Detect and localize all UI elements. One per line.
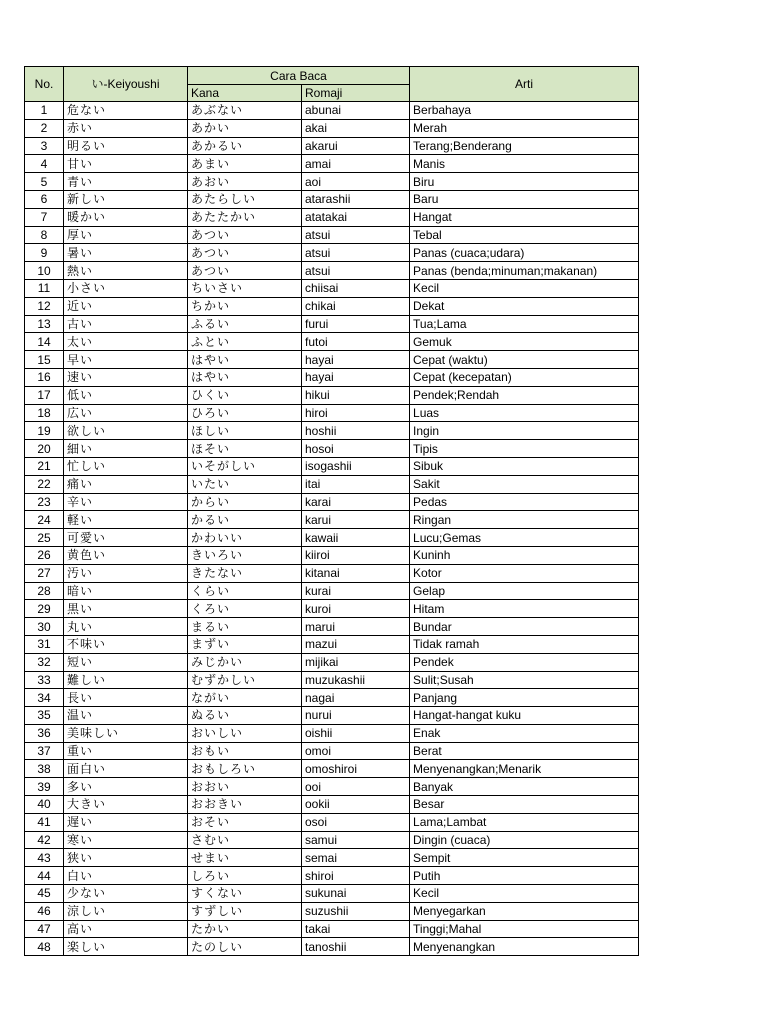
- table-header: [25, 67, 639, 102]
- cell-arti: Sibuk: [410, 457, 639, 475]
- table-row: [25, 724, 639, 742]
- cell-arti: Terang;Benderang: [410, 137, 639, 155]
- cell-no: 10: [25, 262, 64, 280]
- cell-adjective: 可愛い: [64, 529, 188, 547]
- table-row: [25, 315, 639, 333]
- cell-arti: Bundar: [410, 618, 639, 636]
- cell-kana: おそい: [188, 813, 302, 831]
- cell-no: 48: [25, 938, 64, 956]
- cell-romaji: sukunai: [302, 885, 410, 903]
- cell-no: 43: [25, 849, 64, 867]
- cell-arti: Pedas: [410, 493, 639, 511]
- table-row: [25, 404, 639, 422]
- table-row: [25, 333, 639, 351]
- cell-no: 27: [25, 564, 64, 582]
- cell-adjective: 細い: [64, 440, 188, 458]
- cell-no: 44: [25, 867, 64, 885]
- cell-no: 22: [25, 475, 64, 493]
- cell-arti: Tebal: [410, 226, 639, 244]
- cell-kana: むずかしい: [188, 671, 302, 689]
- cell-romaji: nurui: [302, 707, 410, 725]
- header-romaji: Romaji: [302, 85, 410, 102]
- cell-arti: Enak: [410, 724, 639, 742]
- cell-romaji: marui: [302, 618, 410, 636]
- cell-no: 46: [25, 902, 64, 920]
- cell-adjective: 面白い: [64, 760, 188, 778]
- cell-adjective: 古い: [64, 315, 188, 333]
- header-no: No.: [25, 67, 64, 102]
- cell-no: 41: [25, 813, 64, 831]
- cell-no: 42: [25, 831, 64, 849]
- cell-romaji: omoi: [302, 742, 410, 760]
- cell-romaji: mazui: [302, 635, 410, 653]
- cell-arti: Dekat: [410, 297, 639, 315]
- cell-no: 5: [25, 173, 64, 191]
- cell-romaji: isogashii: [302, 457, 410, 475]
- cell-adjective: 寒い: [64, 831, 188, 849]
- table-row: [25, 778, 639, 796]
- cell-no: 32: [25, 653, 64, 671]
- cell-no: 15: [25, 351, 64, 369]
- header-kana: Kana: [188, 85, 302, 102]
- cell-arti: Banyak: [410, 778, 639, 796]
- cell-arti: Besar: [410, 796, 639, 814]
- cell-kana: ぬるい: [188, 707, 302, 725]
- table-row: [25, 689, 639, 707]
- cell-romaji: hoshii: [302, 422, 410, 440]
- cell-adjective: 赤い: [64, 119, 188, 137]
- cell-romaji: aoi: [302, 173, 410, 191]
- table-row: [25, 653, 639, 671]
- cell-arti: Menyegarkan: [410, 902, 639, 920]
- cell-romaji: atarashii: [302, 190, 410, 208]
- cell-adjective: 軽い: [64, 511, 188, 529]
- cell-romaji: kiiroi: [302, 546, 410, 564]
- cell-adjective: 涼しい: [64, 902, 188, 920]
- cell-romaji: hayai: [302, 351, 410, 369]
- cell-adjective: 重い: [64, 742, 188, 760]
- cell-romaji: mijikai: [302, 653, 410, 671]
- table-row: [25, 564, 639, 582]
- cell-kana: はやい: [188, 368, 302, 386]
- cell-adjective: 遅い: [64, 813, 188, 831]
- cell-romaji: omoshiroi: [302, 760, 410, 778]
- cell-kana: きたない: [188, 564, 302, 582]
- cell-kana: ちいさい: [188, 279, 302, 297]
- cell-adjective: 太い: [64, 333, 188, 351]
- cell-romaji: kuroi: [302, 600, 410, 618]
- cell-romaji: muzukashii: [302, 671, 410, 689]
- cell-adjective: 明るい: [64, 137, 188, 155]
- cell-adjective: 狭い: [64, 849, 188, 867]
- table-row: [25, 600, 639, 618]
- table-row: [25, 457, 639, 475]
- cell-no: 21: [25, 457, 64, 475]
- table-body: [25, 102, 639, 956]
- table-row: [25, 511, 639, 529]
- table-row: [25, 742, 639, 760]
- cell-arti: Gemuk: [410, 333, 639, 351]
- cell-no: 11: [25, 279, 64, 297]
- cell-romaji: atatakai: [302, 208, 410, 226]
- cell-adjective: 暖かい: [64, 208, 188, 226]
- cell-romaji: atsui: [302, 244, 410, 262]
- cell-no: 26: [25, 546, 64, 564]
- cell-no: 25: [25, 529, 64, 547]
- cell-romaji: semai: [302, 849, 410, 867]
- cell-arti: Sakit: [410, 475, 639, 493]
- cell-kana: はやい: [188, 351, 302, 369]
- cell-arti: Panjang: [410, 689, 639, 707]
- cell-no: 23: [25, 493, 64, 511]
- header-arti: Arti: [410, 67, 639, 102]
- table-row: [25, 493, 639, 511]
- cell-adjective: 楽しい: [64, 938, 188, 956]
- cell-arti: Kotor: [410, 564, 639, 582]
- table-row: [25, 137, 639, 155]
- table-row: [25, 297, 639, 315]
- cell-kana: せまい: [188, 849, 302, 867]
- cell-adjective: 青い: [64, 173, 188, 191]
- cell-romaji: suzushii: [302, 902, 410, 920]
- cell-no: 18: [25, 404, 64, 422]
- cell-romaji: tanoshii: [302, 938, 410, 956]
- cell-no: 20: [25, 440, 64, 458]
- table-row: [25, 529, 639, 547]
- cell-adjective: 短い: [64, 653, 188, 671]
- cell-romaji: chiisai: [302, 279, 410, 297]
- cell-romaji: atsui: [302, 262, 410, 280]
- cell-romaji: amai: [302, 155, 410, 173]
- cell-romaji: ooi: [302, 778, 410, 796]
- cell-romaji: kawaii: [302, 529, 410, 547]
- cell-kana: きいろい: [188, 546, 302, 564]
- cell-kana: さむい: [188, 831, 302, 849]
- table-row: [25, 582, 639, 600]
- cell-kana: みじかい: [188, 653, 302, 671]
- cell-adjective: 早い: [64, 351, 188, 369]
- table-row: [25, 885, 639, 903]
- cell-arti: Putih: [410, 867, 639, 885]
- cell-kana: ほそい: [188, 440, 302, 458]
- cell-romaji: akarui: [302, 137, 410, 155]
- cell-romaji: samui: [302, 831, 410, 849]
- cell-kana: ひくい: [188, 386, 302, 404]
- cell-arti: Panas (cuaca;udara): [410, 244, 639, 262]
- cell-romaji: hikui: [302, 386, 410, 404]
- cell-no: 1: [25, 102, 64, 120]
- cell-adjective: 厚い: [64, 226, 188, 244]
- cell-arti: Lucu;Gemas: [410, 529, 639, 547]
- cell-romaji: abunai: [302, 102, 410, 120]
- table-row: [25, 155, 639, 173]
- cell-arti: Tidak ramah: [410, 635, 639, 653]
- cell-romaji: atsui: [302, 226, 410, 244]
- cell-romaji: kurai: [302, 582, 410, 600]
- cell-romaji: shiroi: [302, 867, 410, 885]
- cell-arti: Dingin (cuaca): [410, 831, 639, 849]
- table-row: [25, 760, 639, 778]
- cell-kana: あつい: [188, 262, 302, 280]
- cell-kana: たのしい: [188, 938, 302, 956]
- table-row: [25, 796, 639, 814]
- table-row: [25, 440, 639, 458]
- cell-arti: Lama;Lambat: [410, 813, 639, 831]
- cell-adjective: 黒い: [64, 600, 188, 618]
- cell-kana: あおい: [188, 173, 302, 191]
- cell-no: 6: [25, 190, 64, 208]
- cell-romaji: futoi: [302, 333, 410, 351]
- cell-no: 9: [25, 244, 64, 262]
- table-row: [25, 618, 639, 636]
- cell-romaji: hiroi: [302, 404, 410, 422]
- table-row: [25, 707, 639, 725]
- cell-adjective: 欲しい: [64, 422, 188, 440]
- cell-no: 33: [25, 671, 64, 689]
- cell-kana: おおきい: [188, 796, 302, 814]
- cell-kana: いそがしい: [188, 457, 302, 475]
- cell-adjective: 暗い: [64, 582, 188, 600]
- cell-kana: くらい: [188, 582, 302, 600]
- table-row: [25, 867, 639, 885]
- cell-no: 12: [25, 297, 64, 315]
- table-row: [25, 422, 639, 440]
- cell-kana: ふとい: [188, 333, 302, 351]
- cell-arti: Kecil: [410, 885, 639, 903]
- cell-romaji: furui: [302, 315, 410, 333]
- cell-romaji: osoi: [302, 813, 410, 831]
- cell-arti: Tua;Lama: [410, 315, 639, 333]
- cell-kana: あつい: [188, 226, 302, 244]
- cell-arti: Pendek: [410, 653, 639, 671]
- cell-no: 19: [25, 422, 64, 440]
- cell-kana: ちかい: [188, 297, 302, 315]
- cell-kana: あたたかい: [188, 208, 302, 226]
- cell-adjective: 不味い: [64, 635, 188, 653]
- table-row: [25, 920, 639, 938]
- table-row: [25, 831, 639, 849]
- adjective-table: [24, 66, 639, 956]
- cell-kana: ほしい: [188, 422, 302, 440]
- table-row: [25, 546, 639, 564]
- cell-kana: おおい: [188, 778, 302, 796]
- cell-romaji: kitanai: [302, 564, 410, 582]
- cell-kana: あつい: [188, 244, 302, 262]
- cell-no: 37: [25, 742, 64, 760]
- cell-arti: Hitam: [410, 600, 639, 618]
- header-cara-baca: Cara Baca: [188, 67, 410, 85]
- cell-no: 36: [25, 724, 64, 742]
- cell-kana: まずい: [188, 635, 302, 653]
- table-row: [25, 173, 639, 191]
- cell-no: 38: [25, 760, 64, 778]
- cell-no: 31: [25, 635, 64, 653]
- table-row: [25, 386, 639, 404]
- cell-arti: Cepat (kecepatan): [410, 368, 639, 386]
- cell-romaji: nagai: [302, 689, 410, 707]
- cell-arti: Manis: [410, 155, 639, 173]
- cell-romaji: takai: [302, 920, 410, 938]
- cell-adjective: 甘い: [64, 155, 188, 173]
- cell-arti: Sempit: [410, 849, 639, 867]
- cell-romaji: karai: [302, 493, 410, 511]
- cell-arti: Sulit;Susah: [410, 671, 639, 689]
- cell-no: 14: [25, 333, 64, 351]
- table-row: [25, 119, 639, 137]
- cell-adjective: 温い: [64, 707, 188, 725]
- cell-no: 34: [25, 689, 64, 707]
- cell-arti: Ringan: [410, 511, 639, 529]
- cell-kana: あかるい: [188, 137, 302, 155]
- cell-arti: Hangat: [410, 208, 639, 226]
- cell-arti: Menyenangkan: [410, 938, 639, 956]
- table-row: [25, 938, 639, 956]
- cell-kana: あぶない: [188, 102, 302, 120]
- cell-adjective: 大きい: [64, 796, 188, 814]
- cell-adjective: 白い: [64, 867, 188, 885]
- cell-adjective: 暑い: [64, 244, 188, 262]
- cell-arti: Tinggi;Mahal: [410, 920, 639, 938]
- cell-no: 39: [25, 778, 64, 796]
- header-adjective: い-Keiyoushi: [64, 67, 188, 102]
- table-row: [25, 208, 639, 226]
- cell-no: 16: [25, 368, 64, 386]
- cell-kana: たかい: [188, 920, 302, 938]
- table-row: [25, 475, 639, 493]
- cell-kana: ながい: [188, 689, 302, 707]
- cell-kana: まるい: [188, 618, 302, 636]
- cell-kana: すずしい: [188, 902, 302, 920]
- cell-kana: からい: [188, 493, 302, 511]
- cell-no: 7: [25, 208, 64, 226]
- table-row: [25, 190, 639, 208]
- cell-kana: ひろい: [188, 404, 302, 422]
- cell-kana: しろい: [188, 867, 302, 885]
- cell-kana: すくない: [188, 885, 302, 903]
- cell-adjective: 汚い: [64, 564, 188, 582]
- cell-kana: かるい: [188, 511, 302, 529]
- cell-adjective: 新しい: [64, 190, 188, 208]
- cell-arti: Hangat-hangat kuku: [410, 707, 639, 725]
- table-row: [25, 279, 639, 297]
- cell-kana: あかい: [188, 119, 302, 137]
- cell-no: 40: [25, 796, 64, 814]
- cell-kana: あたらしい: [188, 190, 302, 208]
- cell-adjective: 熱い: [64, 262, 188, 280]
- cell-no: 35: [25, 707, 64, 725]
- cell-no: 4: [25, 155, 64, 173]
- cell-romaji: hayai: [302, 368, 410, 386]
- cell-kana: おいしい: [188, 724, 302, 742]
- cell-adjective: 広い: [64, 404, 188, 422]
- cell-no: 30: [25, 618, 64, 636]
- cell-arti: Panas (benda;minuman;makanan): [410, 262, 639, 280]
- cell-no: 13: [25, 315, 64, 333]
- cell-adjective: 難しい: [64, 671, 188, 689]
- cell-adjective: 高い: [64, 920, 188, 938]
- cell-adjective: 低い: [64, 386, 188, 404]
- table-row: [25, 368, 639, 386]
- cell-kana: あまい: [188, 155, 302, 173]
- cell-adjective: 丸い: [64, 618, 188, 636]
- cell-arti: Berat: [410, 742, 639, 760]
- cell-adjective: 痛い: [64, 475, 188, 493]
- cell-adjective: 小さい: [64, 279, 188, 297]
- cell-arti: Luas: [410, 404, 639, 422]
- cell-no: 29: [25, 600, 64, 618]
- cell-arti: Merah: [410, 119, 639, 137]
- cell-arti: Ingin: [410, 422, 639, 440]
- table-row: [25, 813, 639, 831]
- cell-kana: いたい: [188, 475, 302, 493]
- cell-kana: くろい: [188, 600, 302, 618]
- cell-arti: Biru: [410, 173, 639, 191]
- cell-arti: Kecil: [410, 279, 639, 297]
- cell-arti: Tipis: [410, 440, 639, 458]
- cell-no: 28: [25, 582, 64, 600]
- cell-adjective: 辛い: [64, 493, 188, 511]
- table-row: [25, 902, 639, 920]
- cell-adjective: 多い: [64, 778, 188, 796]
- cell-no: 2: [25, 119, 64, 137]
- cell-no: 17: [25, 386, 64, 404]
- table-row: [25, 262, 639, 280]
- cell-kana: おもしろい: [188, 760, 302, 778]
- cell-no: 8: [25, 226, 64, 244]
- cell-romaji: chikai: [302, 297, 410, 315]
- cell-arti: Baru: [410, 190, 639, 208]
- cell-adjective: 速い: [64, 368, 188, 386]
- cell-romaji: ookii: [302, 796, 410, 814]
- cell-kana: かわいい: [188, 529, 302, 547]
- cell-romaji: akai: [302, 119, 410, 137]
- cell-no: 45: [25, 885, 64, 903]
- cell-romaji: oishii: [302, 724, 410, 742]
- cell-arti: Cepat (waktu): [410, 351, 639, 369]
- table-row: [25, 671, 639, 689]
- table-row: [25, 635, 639, 653]
- cell-arti: Pendek;Rendah: [410, 386, 639, 404]
- cell-romaji: karui: [302, 511, 410, 529]
- cell-romaji: itai: [302, 475, 410, 493]
- cell-adjective: 黄色い: [64, 546, 188, 564]
- cell-arti: Berbahaya: [410, 102, 639, 120]
- cell-arti: Kuninh: [410, 546, 639, 564]
- cell-no: 47: [25, 920, 64, 938]
- cell-kana: おもい: [188, 742, 302, 760]
- table-row: [25, 102, 639, 120]
- cell-no: 3: [25, 137, 64, 155]
- cell-kana: ふるい: [188, 315, 302, 333]
- cell-adjective: 忙しい: [64, 457, 188, 475]
- table-row: [25, 244, 639, 262]
- cell-adjective: 少ない: [64, 885, 188, 903]
- table-row: [25, 351, 639, 369]
- table-row: [25, 849, 639, 867]
- cell-adjective: 近い: [64, 297, 188, 315]
- cell-romaji: hosoi: [302, 440, 410, 458]
- cell-adjective: 長い: [64, 689, 188, 707]
- cell-arti: Menyenangkan;Menarik: [410, 760, 639, 778]
- cell-adjective: 美味しい: [64, 724, 188, 742]
- table-row: [25, 226, 639, 244]
- cell-adjective: 危ない: [64, 102, 188, 120]
- cell-arti: Gelap: [410, 582, 639, 600]
- cell-no: 24: [25, 511, 64, 529]
